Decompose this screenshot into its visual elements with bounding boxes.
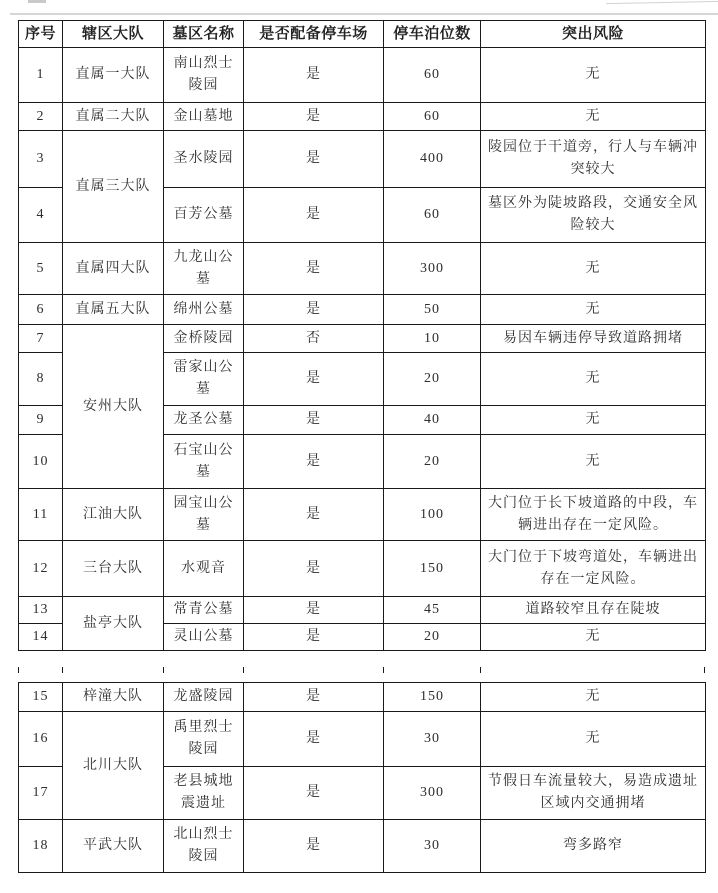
page-artifact-line — [10, 13, 718, 15]
col-header-no: 序号 — [19, 21, 63, 48]
cell-name: 九龙山公墓 — [164, 243, 244, 295]
page-break-ticks — [18, 667, 705, 673]
cell-parking: 是 — [244, 767, 384, 820]
cell-no: 6 — [19, 295, 63, 325]
cell-name: 灵山公墓 — [164, 624, 244, 651]
cell-spaces: 30 — [384, 712, 481, 767]
cell-spaces: 50 — [384, 295, 481, 325]
cell-risk: 大门位于下坡弯道处，车辆进出存在一定风险。 — [481, 541, 706, 597]
cell-name: 雷家山公墓 — [164, 353, 244, 406]
cell-brigade: 直属四大队 — [63, 243, 164, 295]
cell-spaces: 20 — [384, 353, 481, 406]
cell-spaces: 150 — [384, 541, 481, 597]
cell-spaces: 40 — [384, 406, 481, 435]
cell-no: 9 — [19, 406, 63, 435]
cell-brigade: 安州大队 — [63, 325, 164, 489]
cell-brigade: 直属五大队 — [63, 295, 164, 325]
cell-spaces: 400 — [384, 131, 481, 188]
cell-spaces: 300 — [384, 243, 481, 295]
table-row — [19, 820, 706, 873]
table-row — [19, 243, 706, 295]
cell-name: 金山墓地 — [164, 103, 244, 131]
cell-parking: 是 — [244, 541, 384, 597]
cell-risk: 节假日车流量较大，易造成遗址区域内交通拥堵 — [481, 767, 706, 820]
table-row — [19, 683, 706, 712]
cell-parking: 是 — [244, 712, 384, 767]
cell-parking: 是 — [244, 820, 384, 873]
table-row — [19, 712, 706, 767]
cell-name: 禹里烈士陵园 — [164, 712, 244, 767]
col-header-brigade: 辖区大队 — [63, 21, 164, 48]
cell-name: 园宝山公墓 — [164, 489, 244, 541]
col-header-has-parking: 是否配备停车场 — [244, 21, 384, 48]
cell-parking: 是 — [244, 188, 384, 243]
cell-spaces: 150 — [384, 683, 481, 712]
cell-name: 北山烈士陵园 — [164, 820, 244, 873]
cell-name: 百芳公墓 — [164, 188, 244, 243]
cell-brigade: 江油大队 — [63, 489, 164, 541]
cell-risk: 弯多路窄 — [481, 820, 706, 873]
cell-no: 4 — [19, 188, 63, 243]
cell-spaces: 10 — [384, 325, 481, 353]
cell-parking: 是 — [244, 243, 384, 295]
table-row — [19, 597, 706, 624]
cell-risk: 大门位于长下坡道路的中段，车辆进出存在一定风险。 — [481, 489, 706, 541]
cell-no: 10 — [19, 435, 63, 489]
cell-parking: 是 — [244, 131, 384, 188]
col-header-cemetery: 墓区名称 — [164, 21, 244, 48]
cell-risk: 易因车辆违停导致道路拥堵 — [481, 325, 706, 353]
cell-parking: 是 — [244, 683, 384, 712]
cell-brigade: 直属一大队 — [63, 48, 164, 103]
cell-no: 15 — [19, 683, 63, 712]
cell-parking: 是 — [244, 48, 384, 103]
cemetery-parking-table-part1 — [18, 20, 706, 651]
cell-risk: 无 — [481, 48, 706, 103]
table-row — [19, 295, 706, 325]
cell-no: 16 — [19, 712, 63, 767]
col-header-risk: 突出风险 — [481, 21, 706, 48]
cell-parking: 是 — [244, 489, 384, 541]
cell-name: 常青公墓 — [164, 597, 244, 624]
cell-risk: 无 — [481, 683, 706, 712]
cell-name: 石宝山公墓 — [164, 435, 244, 489]
cell-brigade: 梓潼大队 — [63, 683, 164, 712]
cell-risk: 无 — [481, 243, 706, 295]
cell-spaces: 60 — [384, 103, 481, 131]
cell-no: 17 — [19, 767, 63, 820]
cell-parking: 是 — [244, 295, 384, 325]
cell-risk: 道路较窄且存在陡坡 — [481, 597, 706, 624]
cemetery-parking-table-part2 — [18, 682, 706, 873]
cell-name: 龙盛陵园 — [164, 683, 244, 712]
cell-no: 2 — [19, 103, 63, 131]
cell-risk: 无 — [481, 624, 706, 651]
cell-parking: 是 — [244, 406, 384, 435]
table-row — [19, 48, 706, 103]
cell-name: 水观音 — [164, 541, 244, 597]
cell-risk: 无 — [481, 295, 706, 325]
cell-risk: 陵园位于干道旁，行人与车辆冲突较大 — [481, 131, 706, 188]
col-header-spaces: 停车泊位数 — [384, 21, 481, 48]
table-row — [19, 103, 706, 131]
cell-brigade: 盐亭大队 — [63, 597, 164, 651]
cell-spaces: 60 — [384, 188, 481, 243]
cell-risk: 无 — [481, 353, 706, 406]
cell-no: 3 — [19, 131, 63, 188]
table-row — [19, 489, 706, 541]
cell-risk: 墓区外为陡坡路段，交通安全风险较大 — [481, 188, 706, 243]
cell-brigade: 三台大队 — [63, 541, 164, 597]
cell-spaces: 20 — [384, 624, 481, 651]
cell-risk: 无 — [481, 435, 706, 489]
table-row — [19, 325, 706, 353]
cell-parking: 是 — [244, 435, 384, 489]
cell-name: 金桥陵园 — [164, 325, 244, 353]
cell-name: 老县城地震遗址 — [164, 767, 244, 820]
cell-parking: 是 — [244, 624, 384, 651]
cell-no: 8 — [19, 353, 63, 406]
cell-spaces: 100 — [384, 489, 481, 541]
cell-no: 18 — [19, 820, 63, 873]
cell-spaces: 300 — [384, 767, 481, 820]
cell-spaces: 60 — [384, 48, 481, 103]
cell-risk: 无 — [481, 103, 706, 131]
cell-brigade: 北川大队 — [63, 712, 164, 820]
cell-name: 龙圣公墓 — [164, 406, 244, 435]
cell-no: 12 — [19, 541, 63, 597]
cell-no: 13 — [19, 597, 63, 624]
cell-spaces: 20 — [384, 435, 481, 489]
cell-parking: 是 — [244, 353, 384, 406]
cell-risk: 无 — [481, 406, 706, 435]
cell-parking: 是 — [244, 103, 384, 131]
cell-spaces: 45 — [384, 597, 481, 624]
cell-parking: 否 — [244, 325, 384, 353]
cell-no: 14 — [19, 624, 63, 651]
table-row — [19, 131, 706, 188]
page-artifact-line — [28, 0, 46, 3]
cell-brigade: 平武大队 — [63, 820, 164, 873]
cell-name: 南山烈士陵园 — [164, 48, 244, 103]
cell-brigade: 直属二大队 — [63, 103, 164, 131]
cell-no: 11 — [19, 489, 63, 541]
cell-no: 5 — [19, 243, 63, 295]
cell-no: 1 — [19, 48, 63, 103]
header-row — [19, 21, 706, 48]
cell-brigade: 直属三大队 — [63, 131, 164, 243]
cell-spaces: 30 — [384, 820, 481, 873]
cell-no: 7 — [19, 325, 63, 353]
cell-name: 圣水陵园 — [164, 131, 244, 188]
table-row — [19, 541, 706, 597]
cell-parking: 是 — [244, 597, 384, 624]
page-artifact-line — [606, 1, 718, 4]
cell-name: 绵州公墓 — [164, 295, 244, 325]
cell-risk: 无 — [481, 712, 706, 767]
